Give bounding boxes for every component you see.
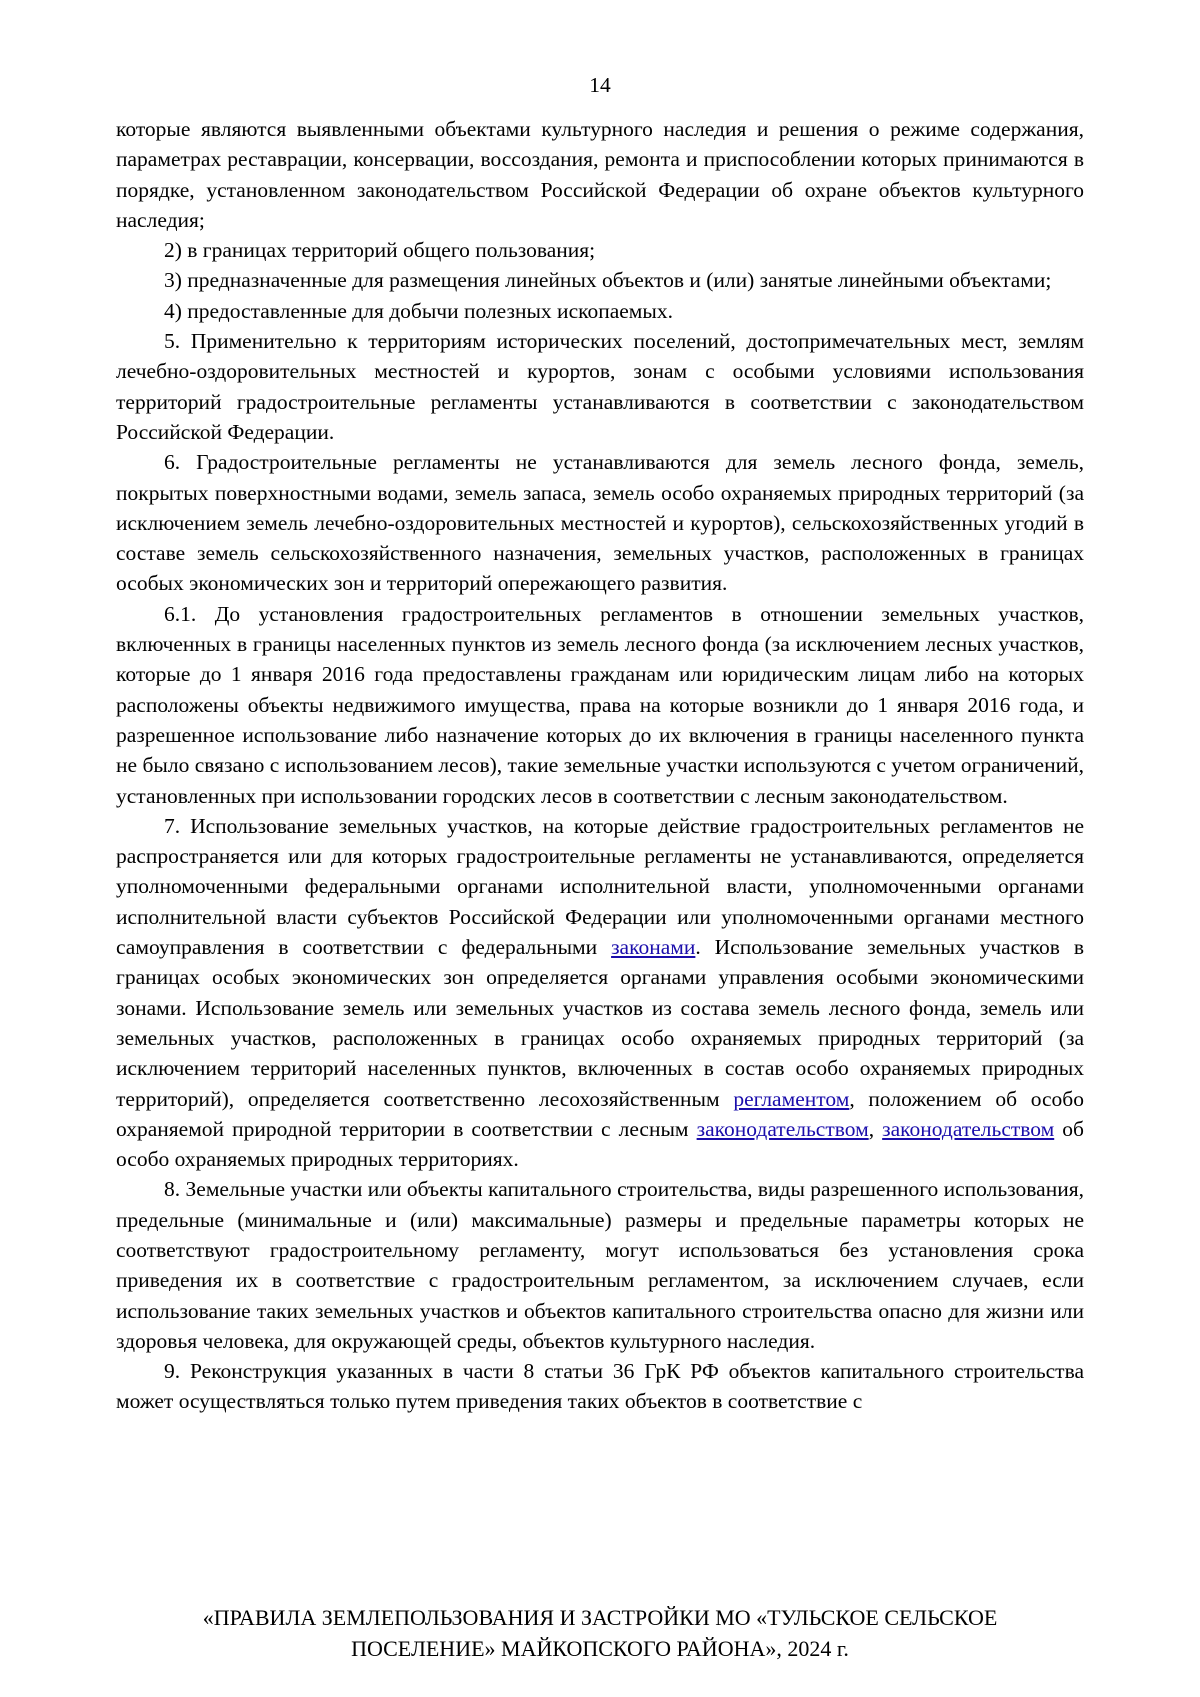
paragraph-7-text-3: , положением об особо охраняемой природной территории в соответствии с лесным	[116, 1086, 1084, 1141]
paragraph-item-4: 4) предоставленные для добычи полезных ископаемых.	[164, 298, 673, 323]
footer-line-2: ПОСЕЛЕНИЕ» МАЙКОПСКОГО РАЙОНА», 2024 г.	[351, 1636, 849, 1661]
paragraph-continuation: которые являются выявленными объектами культурного наследия и решения о режиме содержания, параметрах реставрации, консервации, воссоздания, ремонта и приспособлении которых принимаются в порядке, установленном законодательством Российской Федерации об охране объектов культурного наследия;	[116, 117, 1084, 232]
protected-areas-legislation-link[interactable]: законодательством	[882, 1116, 1055, 1141]
paragraph-6-1: 6.1. До установления градостроительных регламентов в отношении земельных участков, включенных в границы населенных пунктов из земель лесного фонда (за исключением лесных участков, которые до 1 января 2016 года предоставлены гражданам или юридическим лицам либо на которых расположены объекты недвижимого имущества, права на которые возникли до 1 января 2016 года, и разрешенное использование либо назначение которых до их включения в границы населенного пункта не было связано с использованием лесов), такие земельные участки используются с учетом ограничений, установленных при использовании городских лесов в соответствии с лесным законодательством.	[116, 601, 1084, 808]
paragraph-7-text-1: 7. Использование земельных участков, на которые действие градостроительных регламентов не распространяется или для которых градостроительные регламенты не устанавливаются, определяется уполномоченными федеральными органами исполнительной власти, уполномоченными органами исполнительной власти субъектов Российской Федерации или уполномоченными органами местного самоуправления в соответствии с федеральными	[116, 813, 1084, 960]
paragraph-7-text-4: ,	[868, 1116, 883, 1141]
paragraph-6: 6. Градостроительные регламенты не устанавливаются для земель лесного фонда, земель, покрытых поверхностными водами, земель запаса, земель особо охраняемых природных территорий (за исключением земель лечебно-оздоровительных местностей и курортов), сельскохозяйственных угодий в составе земель сельскохозяйственного назначения, земельных участков, расположенных в границах особых экономических зон и территорий опережающего развития.	[116, 450, 1084, 596]
forestry-regulation-link[interactable]: регламентом	[733, 1086, 850, 1111]
paragraph-7	[116, 811, 1084, 1175]
laws-link[interactable]: законами	[611, 935, 696, 960]
paragraph-item-3: 3) предназначенные для размещения линейных объектов и (или) занятые линейными объектами;	[164, 268, 1052, 293]
document-footer	[116, 1602, 1084, 1664]
paragraph-7-text-2: . Использование земельных участков в границах особых экономических зон определяется органами управления особыми экономическими зонами. Использование земель или земельных участков из состава земель лесного фонда, земель или земельных участков, расположенных в границах особо охраняемых природных территорий (за исключением территорий населенных пунктов, включенных в состав особо охраняемых природных территорий), определяется соответственно лесохозяйственным	[116, 935, 1085, 1111]
paragraph-item-2: 2) в границах территорий общего пользования;	[164, 238, 596, 263]
paragraph-9: 9. Реконструкция указанных в части 8 статьи 36 ГрК РФ объектов капитального строительства может осуществляться только путем приведения таких объектов в соответствие с	[116, 1359, 1084, 1414]
paragraph-7-text-5: об особо охраняемых природных территориях.	[116, 1116, 1084, 1172]
page-number: 14	[589, 73, 611, 97]
forest-legislation-link[interactable]: законодательством	[696, 1116, 869, 1141]
footer-line-1: «ПРАВИЛА ЗЕМЛЕПОЛЬЗОВАНИЯ И ЗАСТРОЙКИ МО «ТУЛЬСКОЕ СЕЛЬСКОЕ	[202, 1605, 998, 1630]
document-body	[116, 114, 1084, 1417]
paragraph-8: 8. Земельные участки или объекты капитального строительства, виды разрешенного использования, предельные (минимальные и (или) максимальные) размеры и предельные параметры которых не соответствуют градостроительному регламенту, могут использоваться без установления срока приведения их в соответствие с градостроительным регламентом, за исключением случаев, если использование таких земельных участков и объектов капитального строительства опасно для жизни или здоровья человека, для окружающей среды, объектов культурного наследия.	[116, 1177, 1084, 1353]
paragraph-5: 5. Применительно к территориям исторических поселений, достопримечательных мест, землям лечебно-оздоровительных местностей и курортов, зонам с особыми условиями использования территорий градостроительные регламенты устанавливаются в соответствии с законодательством Российской Федерации.	[116, 329, 1084, 444]
